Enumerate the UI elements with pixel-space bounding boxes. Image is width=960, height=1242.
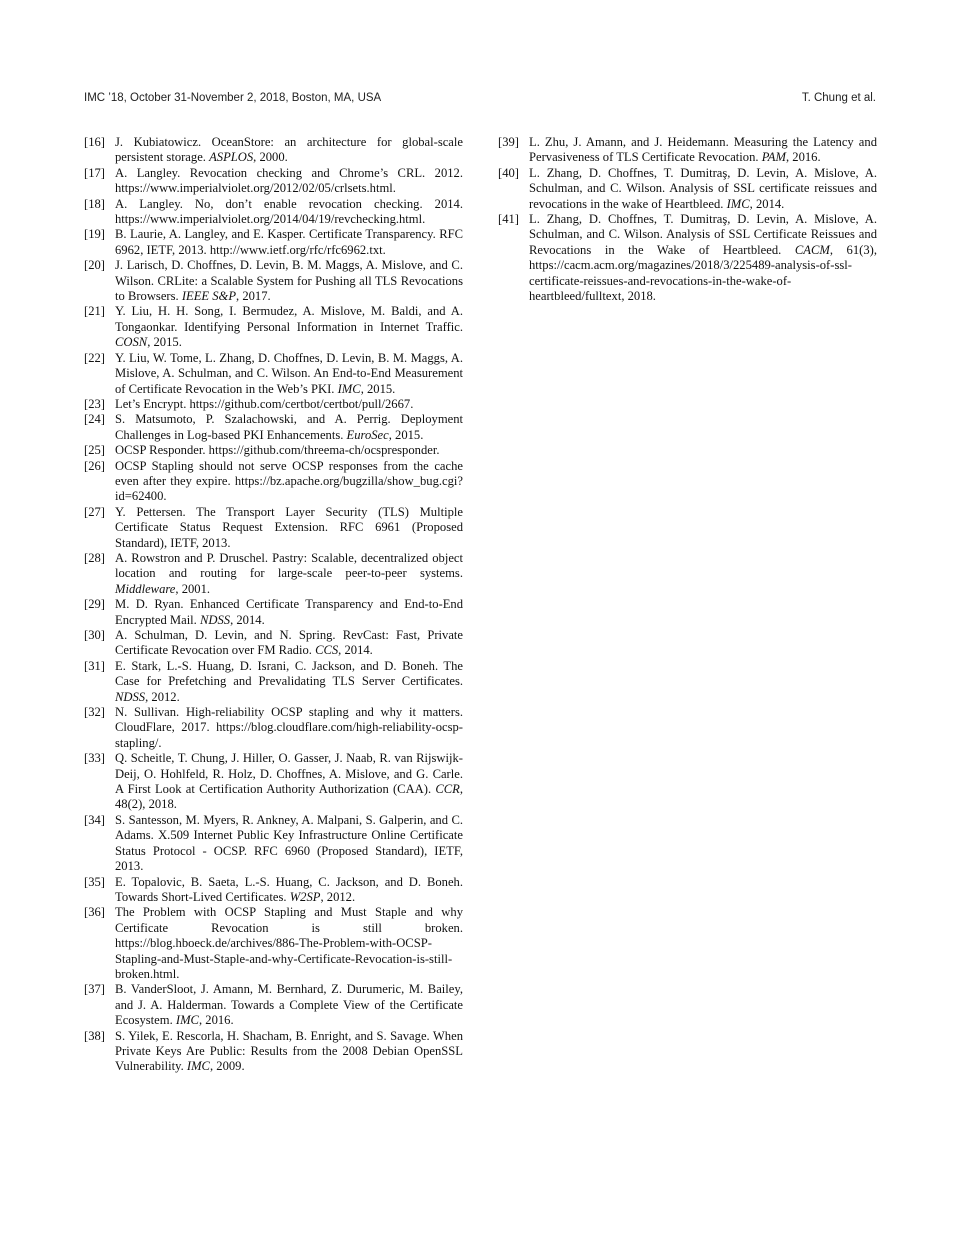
- reference-number: [28]: [84, 550, 105, 565]
- reference-year: , 2016.: [785, 150, 821, 165]
- reference-entry: [84, 751, 463, 813]
- reference-entry: [84, 397, 463, 412]
- reference-entry: [84, 412, 463, 443]
- reference-entry: [84, 1029, 463, 1075]
- reference-number: [34]: [84, 812, 105, 827]
- reference-text: J. Larisch, D. Choffnes, D. Levin, B. M. Maggs, A. Mislove, and C. Wilson. CRLite: a Scalable System for Pushing all TLS Revocations to Browsers.: [115, 258, 463, 304]
- reference-text: Y. Pettersen. The Transport Layer Security (TLS) Multiple Certificate Status Request Extension. RFC 6961 (Proposed Standard), IETF, 2013.: [115, 504, 463, 550]
- reference-entry: [84, 197, 463, 228]
- reference-number: [36]: [84, 905, 105, 920]
- reference-year: , 48(2), 2018.: [115, 782, 463, 812]
- reference-entry: [84, 705, 463, 751]
- reference-venue: Middleware: [115, 581, 176, 596]
- reference-text: J. Kubiatowicz. OceanStore: an architecture for global-scale persistent storage.: [115, 135, 463, 165]
- reference-number: [22]: [84, 350, 105, 365]
- reference-number: [32]: [84, 705, 105, 720]
- reference-venue: IEEE S&P: [181, 289, 237, 304]
- reference-text: Let’s Encrypt. https://github.com/certbot/certbot/pull/2667.: [115, 396, 414, 411]
- reference-text: L. Zhu, J. Amann, and J. Heidemann. Measuring the Latency and Pervasiveness of TLS Certificate Revocation.: [529, 135, 877, 165]
- reference-number: [40]: [498, 165, 519, 180]
- reference-number: [20]: [84, 258, 105, 273]
- reference-year: , 2016.: [198, 1013, 234, 1028]
- reference-year: , 2009.: [209, 1059, 245, 1074]
- reference-text: E. Topalovic, B. Saeta, L.-S. Huang, C. Jackson, and D. Boneh. Towards Short-Lived Certificates.: [115, 874, 463, 904]
- reference-text: Y. Liu, H. H. Song, I. Bermudez, A. Mislove, M. Baldi, and A. Tongaonkar. Identifying Personal Information in Internet Traffic.: [115, 304, 463, 334]
- reference-year: , 2000.: [253, 150, 288, 165]
- reference-venue: NDSS: [199, 612, 231, 627]
- reference-number: [29]: [84, 597, 105, 612]
- running-header-venue: IMC ’18, October 31-November 2, 2018, Boston, MA, USA: [84, 92, 382, 104]
- reference-venue: PAM: [761, 150, 786, 165]
- reference-entry: [498, 166, 877, 212]
- reference-number: [31]: [84, 658, 105, 673]
- references-column-right: [498, 135, 877, 304]
- reference-entry: [84, 505, 463, 551]
- reference-number: [26]: [84, 458, 105, 473]
- reference-text: B. Laurie, A. Langley, and E. Kasper. Certificate Transparency. RFC 6962, IETF, 2013. http://www.ietf.org/rfc/rfc6962.txt.: [115, 227, 463, 257]
- reference-entry: [84, 227, 463, 258]
- reference-number: [35]: [84, 874, 105, 889]
- reference-venue: IMC: [186, 1059, 210, 1074]
- reference-number: [41]: [498, 212, 519, 227]
- reference-number: [30]: [84, 628, 105, 642]
- reference-number: [38]: [84, 1028, 105, 1043]
- reference-entry: [84, 628, 463, 659]
- reference-number: [33]: [84, 751, 105, 766]
- page-header: [84, 92, 876, 108]
- reference-number: [18]: [84, 196, 105, 211]
- reference-year: , 2012.: [145, 689, 180, 704]
- reference-entry: [84, 813, 463, 875]
- reference-text: Y. Liu, W. Tome, L. Zhang, D. Choffnes, D. Levin, B. M. Maggs, A. Mislove, A. Schulman, and C. Wilson. An End-to-End Measurement of Certificate Revocation in the Web’s PKI.: [115, 350, 463, 396]
- reference-venue: CCS: [315, 643, 339, 658]
- reference-text: A. Langley. Revocation checking and Chrome’s CRL. 2012. https://www.imperialviolet.org/2012/02/05/crlsets.html.: [115, 165, 463, 196]
- reference-entry: [498, 212, 877, 304]
- reference-number: [39]: [498, 135, 519, 149]
- reference-text: M. D. Ryan. Enhanced Certificate Transparency and End-to-End Encrypted Mail.: [115, 597, 463, 627]
- reference-text: S. Yilek, E. Rescorla, H. Shacham, B. Enright, and S. Savage. When Private Keys Are Public: Results from the 2008 Debian OpenSSL Vulnerability.: [115, 1028, 463, 1074]
- reference-text: N. Sullivan. High-reliability OCSP stapling and why it matters. CloudFlare, 2017. https://blog.cloudflare.com/high-reliability-ocsp-stapling/.: [115, 705, 463, 750]
- reference-number: [16]: [84, 135, 105, 149]
- reference-year: , 2001.: [175, 581, 211, 596]
- reference-venue: IMC: [175, 1013, 199, 1028]
- reference-text: A. Schulman, D. Levin, and N. Spring. RevCast: Fast, Private Certificate Revocation over FM Radio.: [115, 628, 463, 658]
- reference-text: L. Zhang, D. Choffnes, T. Dumitraş, D. Levin, A. Mislove, A. Schulman, and C. Wilson. Analysis of SSL certificate reissues and revocations in the wake of Heartbleed.: [529, 165, 877, 211]
- reference-year: , 2014.: [230, 612, 265, 627]
- reference-year: , 2014.: [338, 643, 373, 658]
- reference-text: S. Matsumoto, P. Szalachowski, and A. Perrig. Deployment Challenges in Log-based PKI Enhancements.: [115, 412, 463, 442]
- reference-venue: CACM: [794, 242, 830, 257]
- reference-number: [17]: [84, 165, 105, 180]
- reference-venue: EuroSec: [346, 427, 389, 442]
- reference-text: E. Stark, L.-S. Huang, D. Israni, C. Jackson, and D. Boneh. The Case for Prefetching and Prevalidating TLS Server Certificates.: [115, 658, 463, 689]
- reference-entry: [84, 166, 463, 197]
- reference-entry: [84, 551, 463, 597]
- reference-entry: [84, 875, 463, 906]
- reference-venue: COSN: [115, 335, 148, 350]
- reference-venue: NDSS: [115, 689, 146, 704]
- reference-entry: [84, 659, 463, 705]
- reference-venue: IMC: [726, 196, 750, 211]
- reference-entry: [84, 304, 463, 350]
- reference-number: [23]: [84, 396, 105, 411]
- reference-text: OCSP Stapling should not serve OCSP responses from the cache even after they expire. https://bz.apache.org/bugzilla/show_bug.cgi?id=62400.: [115, 458, 463, 504]
- reference-number: [25]: [84, 443, 105, 458]
- reference-number: [19]: [84, 227, 105, 242]
- reference-year: , 2012.: [320, 889, 356, 904]
- reference-year: , 2014.: [749, 196, 785, 211]
- reference-entry: [84, 443, 463, 458]
- reference-text: A. Rowstron and P. Druschel. Pastry: Scalable, decentralized object location and routing for large-scale peer-to-peer systems.: [115, 550, 463, 581]
- reference-year: , 2017.: [236, 289, 271, 304]
- reference-year: , 2015.: [147, 335, 182, 350]
- reference-text: Q. Scheitle, T. Chung, J. Hiller, O. Gasser, J. Naab, R. van Rijswijk-Deij, O. Hohlfeld, R. Holz, D. Choffnes, A. Mislove, and G. Carle. A First Look at Certification Authority Authorization (CAA).: [115, 751, 463, 797]
- reference-entry: [84, 459, 463, 505]
- reference-number: [21]: [84, 304, 105, 319]
- reference-venue: W2SP: [289, 889, 321, 904]
- reference-venue: CCR: [435, 782, 460, 797]
- reference-text: B. VanderSloot, J. Amann, M. Bernhard, Z. Durumeric, M. Bailey, and J. A. Halderman. Towards a Complete View of the Certificate Ecosystem.: [115, 982, 463, 1028]
- reference-number: [37]: [84, 982, 105, 997]
- reference-year: , 2015.: [388, 427, 424, 442]
- references-column-left: [84, 135, 463, 1075]
- running-header-authors: T. Chung et al.: [801, 92, 876, 104]
- reference-text: S. Santesson, M. Myers, R. Ankney, A. Malpani, S. Galperin, and C. Adams. X.509 Internet Public Key Infrastructure Online Certificate Status Protocol - OCSP. RFC 6960 (Proposed Standard), IETF, 2013.: [115, 812, 463, 874]
- reference-text: L. Zhang, D. Choffnes, T. Dumitraş, D. Levin, A. Mislove, A. Schulman, and C. Wilson. Analysis of SSL Certificate Reissues and Revocations in the Wake of Heartbleed.: [529, 212, 877, 257]
- reference-entry: [84, 597, 463, 628]
- reference-text: A. Langley. No, don’t enable revocation checking. 2014. https://www.imperialviolet.org/2014/04/19/revchecking.html.: [115, 196, 463, 227]
- reference-number: [24]: [84, 412, 105, 427]
- reference-entry: [84, 982, 463, 1028]
- reference-entry: [84, 351, 463, 397]
- reference-text: OCSP Responder. https://github.com/threema-ch/ocspresponder.: [115, 443, 440, 458]
- reference-venue: ASPLOS: [209, 150, 254, 165]
- reference-entry: [84, 258, 463, 304]
- reference-venue: IMC: [337, 381, 361, 396]
- reference-text: The Problem with OCSP Stapling and Must Staple and why Certificate Revocation is still broken. https://blog.hboeck.de/archives/886-The-Problem-with-OCSP-Stapling-and-Must-Staple-and-why-Certificate-Revocation-is-still-broken.html.: [115, 905, 463, 981]
- reference-number: [27]: [84, 504, 105, 519]
- reference-entry: [84, 905, 463, 982]
- reference-entry: [498, 135, 877, 166]
- reference-entry: [84, 135, 463, 166]
- reference-year: , 2015.: [360, 381, 396, 396]
- reference-year: , 61(3), https://cacm.acm.org/magazines/2018/3/225489-analysis-of-ssl-certificate-reissues-and-revocations-in-the-wake-of-heartbleed/fulltext, 2018.: [529, 242, 877, 304]
